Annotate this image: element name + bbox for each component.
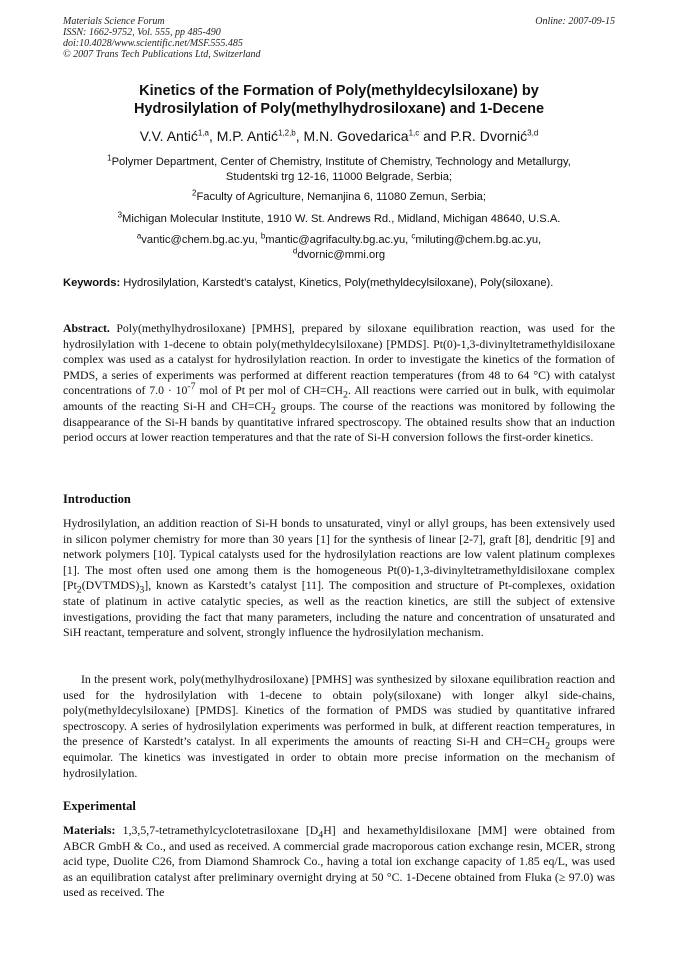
introduction-paragraph-1 — [63, 516, 615, 641]
abstract-subscript: 2 — [343, 389, 348, 401]
author-sup: 1,c — [408, 128, 420, 138]
section-heading-experimental: Experimental — [63, 799, 136, 813]
email-link[interactable]: miluting@chem.bg.ac.yu, — [415, 234, 542, 246]
introduction-paragraph-2 — [63, 672, 615, 781]
author-name: M.N. Govedarica — [303, 128, 409, 144]
abstract-subscript: 2 — [270, 405, 276, 417]
affiliation-3 — [63, 212, 615, 227]
online-date: Online: 2007-09-15 — [535, 16, 615, 27]
author-sup: 3,d — [527, 128, 539, 138]
author-name: M.P. Antić — [216, 128, 278, 144]
affiliation-sup: 3 — [117, 210, 123, 220]
author-name: P.R. Dvornić — [450, 128, 528, 144]
abstract-text: Poly(methylhydrosiloxane) [PMHS], prepared by siloxane equilibration reaction, was used for the hydrosilylation with 1-decene to obtain poly(methyldecylsiloxane) [PMDS]. Pt(0)-1,3-divinyltetramethyldisiloxane complex was used as a catalyst for hydrosilylation reaction. In order to investigate the kinetics of the formation of PMDS, a series of experiments was performed at different reaction temperatures (from 48 to 64 °C) with catalyst concentrations of 7.0 · 10 — [63, 321, 615, 398]
affiliation-sup: 1 — [107, 153, 112, 163]
email-link[interactable]: vantic@chem.bg.ac.yu, — [141, 234, 261, 246]
email-sup: b — [260, 231, 266, 241]
author-separator: , — [208, 128, 217, 144]
copyright-line: © 2007 Trans Tech Publications Ltd, Switzerland — [63, 49, 261, 60]
keywords-text: Hydrosilylation, Karstedt’s catalyst, Kinetics, Poly(methyldecylsiloxane), Poly(siloxane). — [120, 277, 554, 289]
subscript: 2 — [76, 584, 82, 596]
subscript: 2 — [545, 740, 551, 752]
email-link[interactable]: dvornic@mmi.org — [297, 249, 386, 261]
keywords-label: Keywords: — [63, 277, 121, 289]
paragraph-text: Hydrosilylation, an addition reaction of Si-H bonds to unsaturated, vinyl or allyl groups, has been extensively used in silicon polymer chemistry for more than 30 years [1] for the synthesis of linear [2-7], graft [8], dendritic [9] and network polymers [10]. Typical catalysts used for the hydrosilylation reactions are low valent platinum complexes [1]. The most often used one among them is the homogeneous Pt(0)-1,3-divinyltetramethyldisiloxane complex [Pt — [63, 516, 615, 593]
author-sup: 1,a — [197, 128, 209, 138]
title-line-1: Kinetics of the Formation of Poly(methyldecylsiloxane) by — [139, 83, 539, 99]
paragraph-text: groups were equimolar. The kinetics was investigated in order to obtain more precise information on the mechanism of hydrosilylation. — [63, 734, 616, 780]
issn-line: ISSN: 1662-9752, Vol. 555, pp 485-490 — [63, 27, 221, 38]
email-sup: a — [136, 231, 142, 241]
experimental-materials — [63, 823, 615, 901]
email-sup: d — [292, 246, 298, 256]
email-sup: c — [411, 231, 416, 241]
author-separator: , — [295, 128, 304, 144]
materials-label: Materials: — [63, 823, 116, 837]
journal-name: Materials Science Forum — [63, 16, 165, 27]
affiliation-2 — [63, 190, 615, 205]
paragraph-text: H] and hexamethyldisiloxane [MM] were obtained from ABCR GmbH & Co., and used as received. A commercial grade macroporous cation exchange resin, MCER, strong acid type, Duolite C26, from Diamond Shamrock Co., having a total ion exchange capacity of 1.85 eq/L, was used as an equilibration catalyst after preliminary overnight drying at 50 °C. 1-Decene obtained from Fluka (≥ 97.0) was used as received. The — [63, 823, 615, 900]
abstract-exponent: -7 — [187, 381, 196, 393]
paragraph-text: ], known as Karstedt’s catalyst [11]. The composition and structure of Pt-complexes, oxidation state of platinum in active catalytic species, as well as the reaction kinetics, are still the subject of extensive investigations, providing the fact that many parameters, including the nature and concentration of unsaturated and SiH reactant, temperature and solvent, strongly influence the hydrosilylation mechanism. — [63, 578, 615, 640]
affiliation-1 — [63, 155, 615, 185]
affiliation-text: Polymer Department, Center of Chemistry, Institute of Chemistry, Technology and Metallurgy, — [111, 156, 571, 168]
abstract-text: . All reactions were carried out in bulk, with equimolar amounts of the reacting Si-H and CH=CH — [63, 383, 615, 413]
email-list — [63, 233, 615, 263]
affiliation-text: Michigan Molecular Institute, 1910 W. St. Andrews Rd., Midland, Michigan 48640, U.S.A. — [122, 213, 561, 225]
author-separator: and — [419, 128, 451, 144]
abstract-text: mol of Pt per mol of CH=CH — [195, 383, 344, 398]
keywords — [63, 276, 615, 291]
author-sup: 1,2,b — [277, 128, 296, 138]
affiliation-text: Studentski trg 12-16, 11000 Belgrade, Serbia; — [225, 171, 453, 183]
abstract-text: groups. The course of the reactions was monitored by following the disappearance of the Si-H bands by quantitative infrared spectroscopy. The obtained results show that an induction period occurs at lower reaction temperatures and that the rate of Si-H conversion follows the first-order kinetics. — [63, 398, 615, 445]
title-line-2: Hydrosilylation of Poly(methylhydrosiloxane) and 1-Decene — [133, 101, 545, 117]
author-list — [63, 128, 615, 144]
subscript: 3 — [139, 584, 145, 596]
paragraph-text: 1,3,5,7-tetramethylcyclotetrasiloxane [D — [115, 823, 319, 837]
affiliation-text: Faculty of Agriculture, Nemanjina 6, 11080 Zemun, Serbia; — [196, 191, 487, 203]
paragraph-text: In the present work, poly(methylhydrosiloxane) [PMHS] was synthesized by siloxane equilibration reaction and used for the hydrosilylation with 1-decene to obtain poly(siloxane) with longer alkyl side-chains, poly(methyldecylsiloxane) [PMDS]. Kinetics of the formation of PMDS was studied by quantitative infrared spectroscopy. A series of hydrosilylation experiments was performed in bulk, at different reaction temperatures, in the presence of Karstedt’s catalyst. In all experiments the amounts of reacting Si-H and CH=CH — [63, 672, 615, 749]
journal-header — [63, 16, 261, 60]
abstract — [63, 321, 615, 446]
author-name: V.V. Antić — [139, 128, 198, 144]
affiliation-sup: 2 — [191, 188, 197, 198]
doi-line: doi:10.4028/www.scientific.net/MSF.555.485 — [63, 38, 243, 49]
paragraph-text: (DVTMDS) — [81, 578, 140, 593]
section-heading-introduction: Introduction — [63, 492, 131, 506]
abstract-label: Abstract. — [63, 321, 110, 335]
email-link[interactable]: mantic@agrifaculty.bg.ac.yu, — [265, 234, 412, 246]
paper-title — [63, 82, 615, 118]
subscript: 4 — [318, 829, 324, 841]
